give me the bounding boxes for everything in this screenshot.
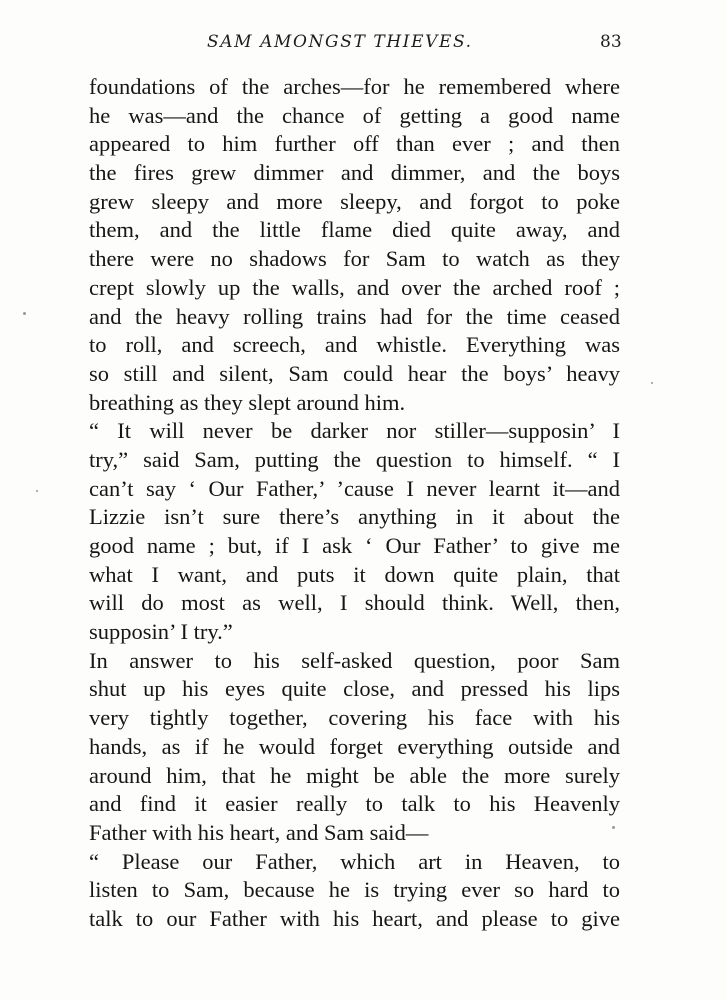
text-line: and the heavy rolling trains had for the time ceased bbox=[89, 303, 620, 329]
print-speck bbox=[612, 826, 615, 829]
text-line: crept slowly up the walls, and over the arched roof ; bbox=[89, 274, 620, 300]
text-line: Father with his heart, and Sam said— bbox=[89, 819, 429, 845]
print-speck bbox=[651, 382, 653, 384]
running-title: SAM AMONGST THIEVES. bbox=[207, 32, 473, 52]
text-line: he was—and the chance of getting a good name bbox=[89, 102, 620, 128]
text-line: good name ; but, if I ask ‘ Our Father’ to give me bbox=[89, 533, 620, 558]
text-line: “ It will never be darker nor stiller—supposin’ I bbox=[89, 418, 620, 444]
text-line: breathing as they slept around him. bbox=[89, 389, 406, 415]
text-line: so still and silent, Sam could hear the boys’ heavy bbox=[89, 360, 620, 386]
text-line: supposin’ I try.” bbox=[89, 619, 233, 645]
text-line: In answer to his self-asked question, poor Sam bbox=[89, 647, 620, 673]
text-line: will do most as well, I should think. Well, then, bbox=[89, 590, 620, 616]
text-line: listen to Sam, because he is trying ever so hard to bbox=[89, 877, 620, 903]
text-line: Lizzie isn’t sure there’s anything in it about the bbox=[89, 504, 620, 530]
text-line: can’t say ‘ Our Father,’ ’cause I never learnt it—and bbox=[89, 475, 620, 501]
text-line: “ Please our Father, which art in Heaven, to bbox=[89, 848, 620, 874]
text-line: to roll, and screech, and whistle. Everything was bbox=[89, 332, 620, 358]
text-line: what I want, and puts it down quite plain, that bbox=[89, 561, 620, 587]
print-speck bbox=[36, 490, 38, 492]
text-line: around him, that he might be able the more surely bbox=[89, 762, 620, 788]
text-line: and find it easier really to talk to his Heavenly bbox=[89, 791, 620, 817]
text-line: them, and the little flame died quite away, and bbox=[89, 217, 620, 243]
text-line: shut up his eyes quite close, and pressed his lips bbox=[89, 676, 620, 702]
print-speck bbox=[23, 312, 26, 315]
text-line: very tightly together, covering his face with his bbox=[89, 705, 620, 731]
text-line: appeared to him further off than ever ; and then bbox=[89, 131, 620, 157]
text-line: foundations of the arches—for he remembered where bbox=[89, 74, 620, 99]
page-header bbox=[0, 30, 727, 60]
page-number: 83 bbox=[600, 32, 622, 52]
text-line: talk to our Father with his heart, and please to give bbox=[89, 905, 620, 931]
text-line: there were no shadows for Sam to watch as they bbox=[89, 246, 620, 272]
text-line: hands, as if he would forget everything outside and bbox=[89, 733, 620, 759]
text-line: grew sleepy and more sleepy, and forgot to poke bbox=[89, 188, 620, 214]
body-text bbox=[89, 73, 620, 934]
text-line: the fires grew dimmer and dimmer, and the boys bbox=[89, 160, 620, 186]
text-line: try,” said Sam, putting the question to himself. “ I bbox=[89, 446, 620, 472]
